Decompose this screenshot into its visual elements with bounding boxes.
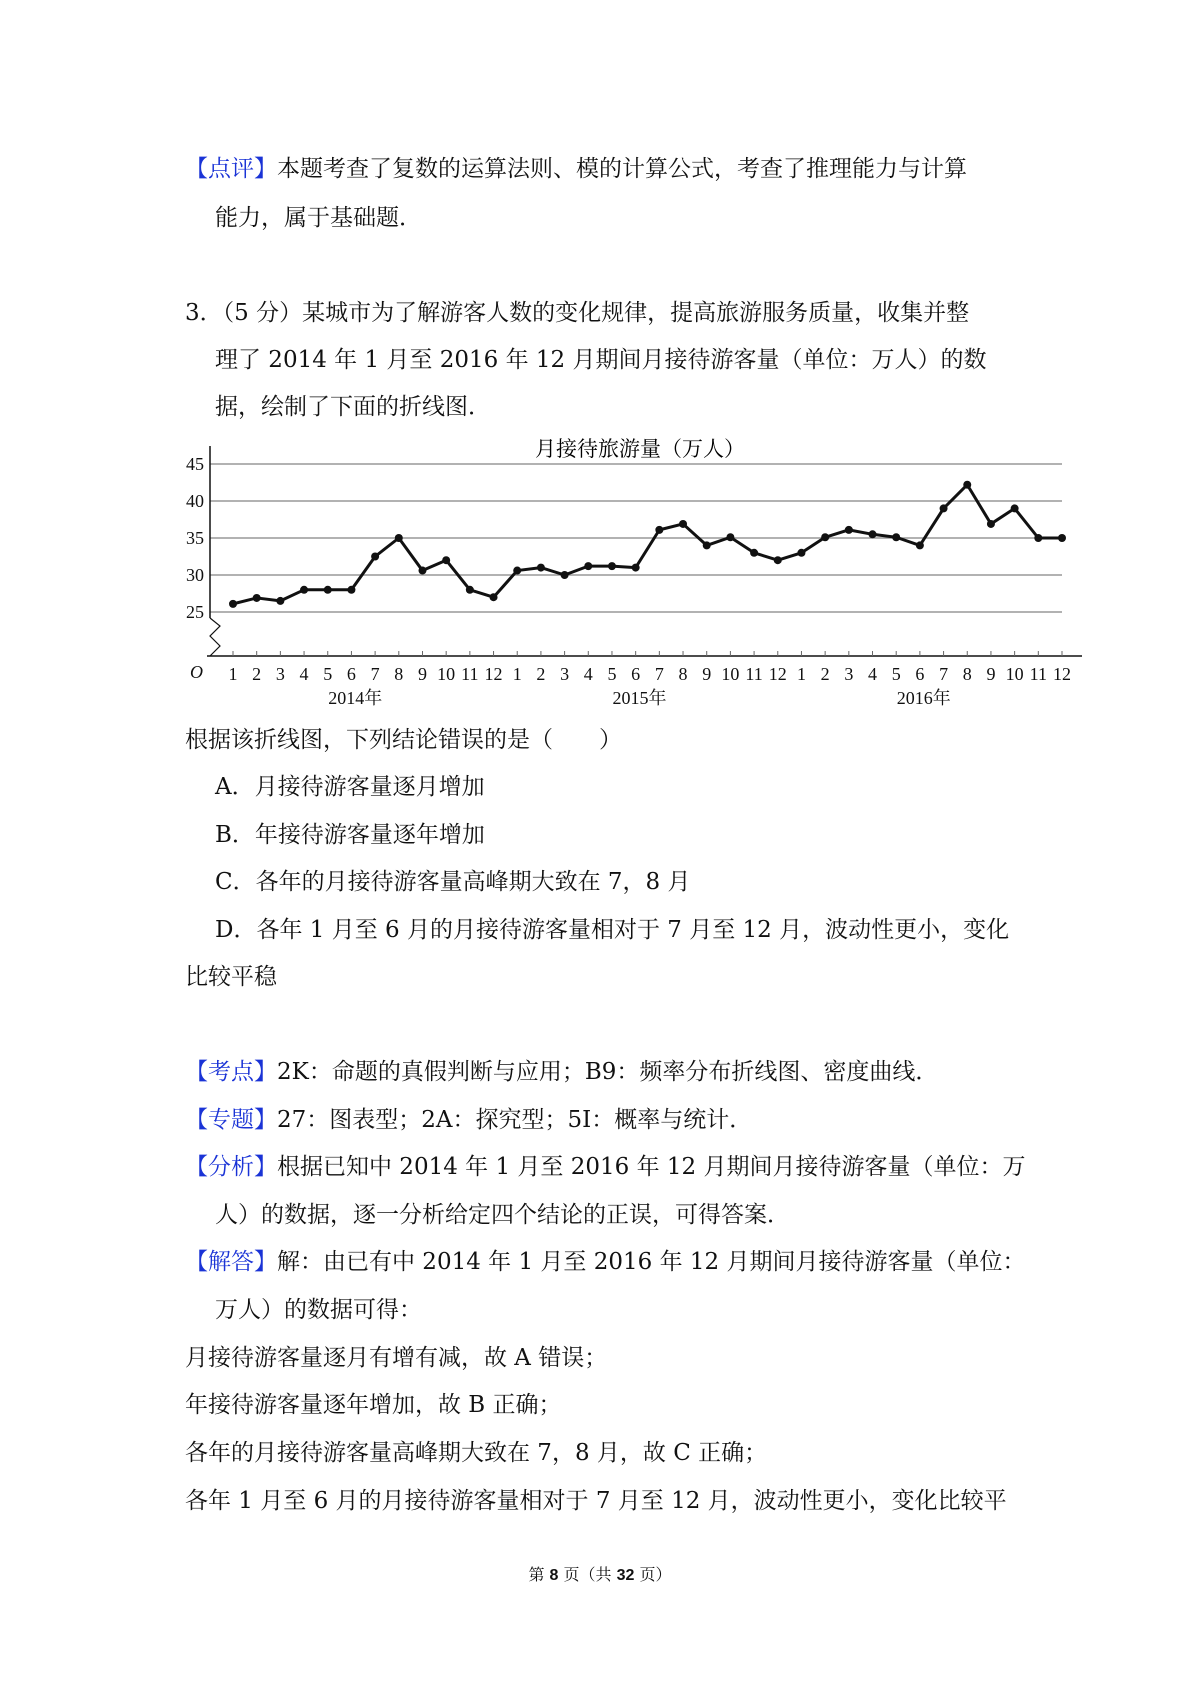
data-point: [679, 520, 687, 528]
year-label: 2016年: [896, 688, 951, 708]
x-tick-label: 11: [461, 664, 479, 684]
x-tick-label: 12: [1053, 664, 1071, 684]
data-point: [821, 533, 829, 541]
data-point: [537, 564, 545, 572]
data-point: [726, 533, 734, 541]
data-point: [253, 594, 261, 602]
x-tick-label: 3: [275, 664, 285, 684]
data-point: [300, 586, 308, 594]
x-tick-label: 6: [631, 664, 641, 684]
question-line-2: 理了 2014 年 1 月至 2016 年 12 月期间月接待游客量（单位：万人）的数: [215, 347, 987, 373]
data-point: [869, 530, 877, 538]
chart-title: 月接待旅游量（万人）: [535, 437, 745, 461]
fenxi-line-2: 人）的数据，逐一分析给定四个结论的正误，可得答案．: [215, 1202, 790, 1228]
x-tick-label: 6: [915, 664, 925, 684]
x-tick-label: 2: [252, 664, 262, 684]
y-tick-label: 25: [186, 602, 204, 622]
option-b: B．年接待游客量逐年增加: [215, 822, 485, 848]
jieda-tag: 【解答】: [185, 1249, 277, 1275]
x-tick-label: 5: [891, 664, 901, 684]
data-point: [632, 564, 640, 572]
x-tick-label: 3: [844, 664, 854, 684]
kaodian-text: 2K：命题的真假判断与应用；B9：频率分布折线图、密度曲线．: [277, 1059, 939, 1085]
data-point: [371, 553, 379, 561]
data-point: [655, 526, 663, 534]
data-point: [1011, 504, 1019, 512]
question-line-1: 3．（5 分）某城市为了解游客人数的变化规律，提高旅游服务质量，收集并整: [185, 300, 970, 326]
question-prompt: 根据该折线图，下列结论错误的是（ ）: [185, 727, 622, 753]
option-c: C．各年的月接待游客量高峰期大致在 7，8 月: [215, 869, 691, 895]
data-point: [324, 586, 332, 594]
x-tick-label: 8: [962, 664, 972, 684]
zhuanti-line: [185, 1105, 752, 1135]
data-point: [987, 520, 995, 528]
axis-break-icon: [210, 618, 220, 656]
data-point: [774, 556, 782, 564]
y-tick-label: 40: [186, 491, 204, 511]
origin-label: O: [190, 662, 203, 682]
jieda-item-2: 年接待游客量逐年增加，故 B 正确；: [185, 1392, 562, 1418]
data-point: [940, 504, 948, 512]
year-label: 2014年: [328, 688, 383, 708]
data-point: [703, 541, 711, 549]
data-point: [750, 549, 758, 557]
zhuanti-text: 27：图表型；2A：探究型；5I：概率与统计．: [277, 1107, 753, 1133]
x-tick-label: 11: [1029, 664, 1047, 684]
data-point: [229, 600, 237, 608]
data-point: [584, 562, 592, 570]
x-tick-label: 12: [484, 664, 503, 684]
x-tick-label: 1: [512, 664, 522, 684]
data-point: [395, 534, 403, 542]
x-tick-label: 11: [745, 664, 763, 684]
x-tick-label: 10: [1005, 664, 1024, 684]
data-point: [561, 571, 569, 579]
data-point: [1058, 534, 1066, 542]
data-point: [347, 586, 355, 594]
x-tick-label: 9: [986, 664, 996, 684]
y-tick-label: 35: [186, 528, 204, 548]
page-footer: [0, 1562, 1200, 1585]
zhuanti-tag: 【专题】: [185, 1107, 277, 1133]
x-tick-label: 10: [721, 664, 740, 684]
jieda-item-1: 月接待游客量逐月有增有减，故 A 错误；: [185, 1345, 608, 1371]
x-tick-label: 4: [583, 664, 593, 684]
footer-post: 页）: [634, 1565, 672, 1584]
data-point: [513, 567, 521, 575]
x-tick-label: 2: [820, 664, 830, 684]
x-tick-label: 4: [868, 664, 878, 684]
jieda-item-3: 各年的月接待游客量高峰期大致在 7，8 月，故 C 正确；: [185, 1440, 768, 1466]
x-tick-label: 5: [323, 664, 333, 684]
data-point: [490, 593, 498, 601]
kaodian-tag: 【考点】: [185, 1059, 277, 1085]
x-tick-label: 1: [796, 664, 806, 684]
jieda-text: 解：由已有中 2014 年 1 月至 2016 年 12 月期间月接待游客量（单位：: [277, 1249, 1026, 1275]
data-point: [418, 567, 426, 575]
x-tick-label: 3: [560, 664, 570, 684]
data-point: [916, 541, 924, 549]
review-line-2: 能力，属于基础题．: [215, 205, 422, 231]
question-line-3: 据，绘制了下面的折线图．: [215, 394, 491, 420]
option-d: D．各年 1 月至 6 月的月接待游客量相对于 7 月至 12 月，波动性更小，变化: [215, 917, 1010, 943]
x-tick-label: 7: [654, 664, 664, 684]
x-tick-label: 5: [607, 664, 617, 684]
x-tick-label: 2: [536, 664, 546, 684]
x-tick-label: 9: [702, 664, 712, 684]
fenxi-text: 根据已知中 2014 年 1 月至 2016 年 12 月期间月接待游客量（单位：万: [277, 1154, 1026, 1180]
x-tick-label: 1: [228, 664, 238, 684]
fenxi-line-1: [185, 1152, 1025, 1182]
y-tick-label: 30: [186, 565, 204, 585]
data-point: [276, 597, 284, 605]
data-point: [963, 481, 971, 489]
footer-pre: 第: [528, 1565, 550, 1584]
option-d-continued: 比较平稳: [185, 964, 277, 990]
jieda-line-2: 万人）的数据可得：: [215, 1297, 422, 1323]
x-tick-label: 7: [370, 664, 380, 684]
data-point: [845, 526, 853, 534]
x-tick-label: 6: [346, 664, 356, 684]
jieda-line-1: [185, 1247, 1025, 1277]
data-point: [608, 562, 616, 570]
review-text: 本题考查了复数的运算法则、模的计算公式，考查了推理能力与计算: [277, 156, 967, 182]
x-tick-label: 9: [417, 664, 427, 684]
data-point: [442, 556, 450, 564]
page-total: 32: [616, 1567, 635, 1584]
data-series-line: [233, 485, 1062, 604]
option-a: A．月接待游客量逐月增加: [215, 774, 485, 800]
page-number: 8: [549, 1567, 559, 1584]
data-point: [466, 586, 474, 594]
jieda-item-4: 各年 1 月至 6 月的月接待游客量相对于 7 月至 12 月，波动性更小，变化比较平: [185, 1488, 1007, 1514]
footer-mid: 页（共: [558, 1565, 617, 1584]
data-point: [1034, 534, 1042, 542]
fenxi-tag: 【分析】: [185, 1154, 277, 1180]
x-tick-label: 10: [437, 664, 456, 684]
y-tick-label: 45: [186, 454, 204, 474]
x-tick-label: 12: [768, 664, 787, 684]
x-tick-label: 8: [678, 664, 688, 684]
x-tick-label: 7: [939, 664, 949, 684]
data-point: [892, 533, 900, 541]
data-point: [797, 549, 805, 557]
kaodian-line: [185, 1057, 938, 1087]
x-tick-label: 4: [299, 664, 309, 684]
year-label: 2015年: [612, 688, 667, 708]
x-tick-label: 8: [394, 664, 404, 684]
review-tag: 【点评】: [185, 156, 277, 182]
